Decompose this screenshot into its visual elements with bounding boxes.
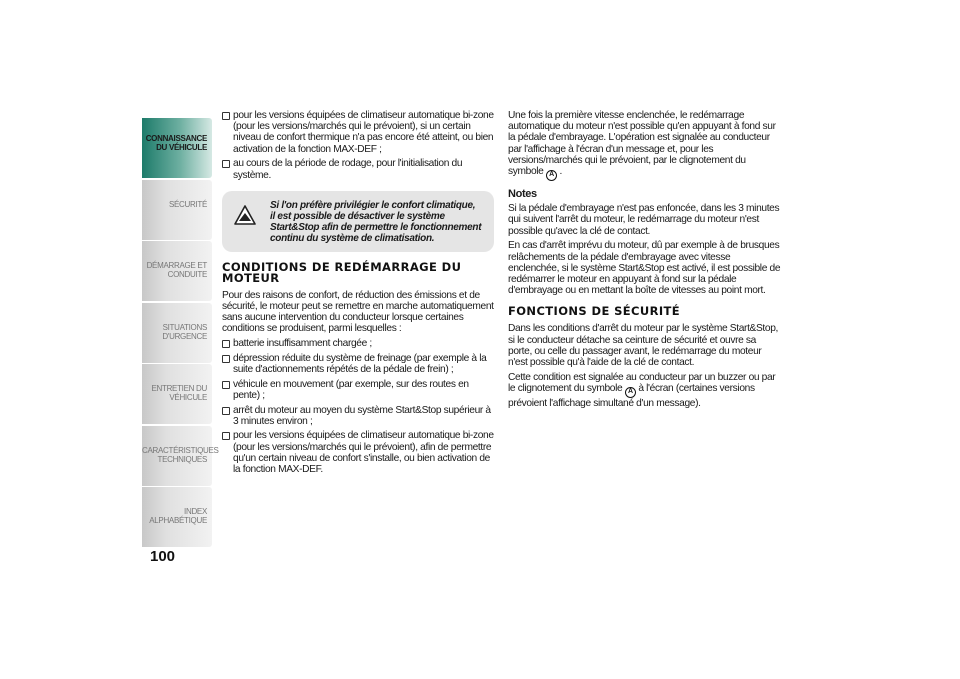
page-number: 100 <box>150 548 176 565</box>
tab-entretien-vehicule[interactable]: ENTRETIEN DU VÉHICULE <box>142 364 212 424</box>
start-stop-icon: A <box>625 387 636 398</box>
list-item: pour les versions équipées de climatiseur automatique bi-zone (pour les versions/marchés qui le prévoient), si un certain niveau de confort thermique n'a pas encore été atteint, ou bien activation de la fonction MAX-DEF ; <box>222 110 494 155</box>
warning-box <box>222 191 494 252</box>
paragraph <box>508 110 782 181</box>
paragraph: Si la pédale d'embrayage n'est pas enfoncée, dans les 3 minutes qui suivent l'arrêt du moteur, le redémarrage du moteur n'est possible qu'avec la clé de contact. <box>508 203 780 237</box>
tab-index-alphabetique[interactable]: INDEX ALPHABÉTIQUE <box>142 487 212 547</box>
tab-situations-urgence[interactable]: SITUATIONS D'URGENCE <box>142 303 212 363</box>
notes-title: Notes <box>508 188 537 201</box>
section-title-securite: FONCTIONS DE SÉCURITÉ <box>508 304 681 319</box>
paragraph-text: . <box>559 166 562 178</box>
tab-securite[interactable]: SÉCURITÉ <box>142 180 212 240</box>
section-title-redemarrage: CONDITIONS DE REDÉMARRAGE DU MOTEUR <box>222 259 462 285</box>
left-column <box>222 110 494 479</box>
warning-text: Si l'on préfère privilégier le confort climatique, il est possible de désactiver le système Start&Stop afin de permettre le fonctionnement continu du système de climatisation. <box>270 199 482 244</box>
paragraph-text: Une fois la première vitesse enclenchée, le redémarrage automatique du moteur n'est possible qu'en appuyant à fond sur la pédale d'embrayage. L'opération est signalée au conducteur par l'affichage à l'écran d'un message et, pour les versions/marchés qui le prévoient, par le clignotement du symbole <box>508 110 776 178</box>
list-item: au cours de la période de rodage, pour l'initialisation du système. <box>222 158 494 180</box>
paragraph: Dans les conditions d'arrêt du moteur par le système Start&Stop, si le conducteur détache sa ceinture de sécurité et ouvre sa porte, ou celle du passager avant, le redémarrage du moteur n'est possible qu'à l'aide de la clé de contact. <box>508 323 779 368</box>
start-stop-icon: A <box>546 170 557 181</box>
tab-connaissance-vehicule[interactable]: CONNAISSANCE DU VÉHICULE <box>142 118 212 178</box>
chapter-tabs <box>142 118 219 549</box>
paragraph: Pour des raisons de confort, de réduction des émissions et de sécurité, le moteur peut se remettre en marche automatiquement sans aucune intervention du conducteur lorsque certaines conditions se produisent, parmi lesquelles : <box>222 289 494 335</box>
list-item: dépression réduite du système de freinage (par exemple à la suite d'actionnements répétés de la pédale de frein) ; <box>222 353 494 375</box>
right-column <box>508 110 782 413</box>
warning-triangle-icon <box>234 205 256 225</box>
tab-demarrage-conduite[interactable]: DÉMARRAGE ET CONDUITE <box>142 241 212 301</box>
list-item: arrêt du moteur au moyen du système Start&Stop supérieur à 3 minutes environ ; <box>222 405 494 427</box>
list-item: véhicule en mouvement (par exemple, sur des routes en pente) ; <box>222 379 494 401</box>
paragraph-text: à l'écran (certaines versions prévoient l'affichage simultané d'un message). <box>508 382 755 409</box>
paragraph-text: Cette condition est signalée au conducteur par un buzzer ou par le clignotement du symbole <box>508 371 776 394</box>
paragraph: En cas d'arrêt imprévu du moteur, dû par exemple à de brusques relâchements de la pédale d'embrayage avec vitesse enclenchée, si le système Start&Stop est activé, il est possible de redémarrer le moteur en appuyant à fond sur la pédale d'embrayage ou en mettant la boîte de vitesses au point mort. <box>508 240 781 297</box>
paragraph <box>508 372 782 409</box>
list-item: pour les versions équipées de climatiseur automatique bi-zone (pour les versions/marchés qui le prévoient), afin de permettre qu'un certain niveau de confort s'installe, ou bien activation de la fonction MAX-DEF. <box>222 430 494 475</box>
list-item: batterie insuffisamment chargée ; <box>222 338 494 349</box>
tab-caracteristiques-techniques[interactable]: CARACTÉRISTIQUES TECHNIQUES <box>142 426 212 486</box>
